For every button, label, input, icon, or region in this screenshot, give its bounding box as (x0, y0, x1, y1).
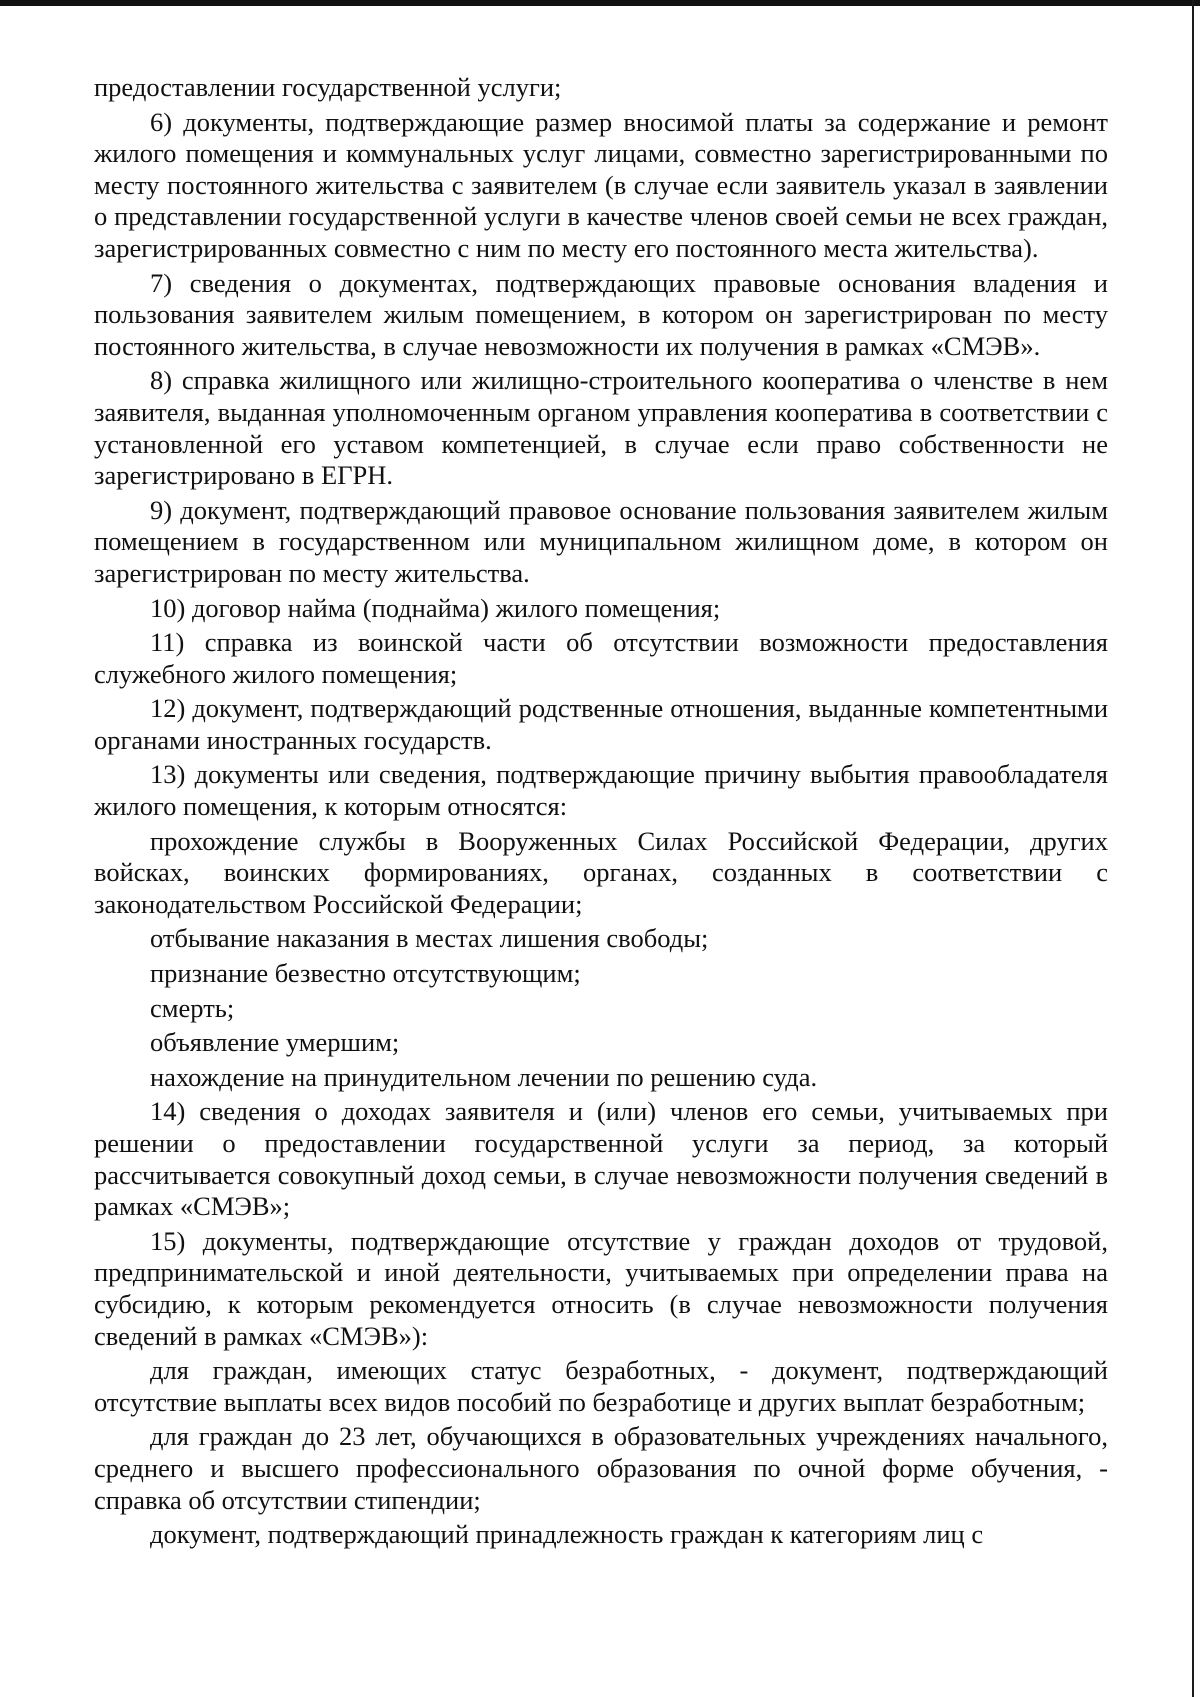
paragraph-subitem-unemployed: для граждан, имеющих статус безработных, - документ, подтверждающий отсутствие выплаты всех видов пособий по безработице и других выплат безработным; (94, 1355, 1108, 1417)
paragraph-item-13: 13) документы или сведения, подтверждающие причину выбытия правообладателя жилого помещения, к которым относятся: (94, 759, 1108, 822)
paragraph-item-14: 14) сведения о доходах заявителя и (или) членов его семьи, учитываемых при решении о предоставлении государственной услуги за период, за который рассчитывается совокупный доход семьи, в случае невозможности получения сведений в рамках «СМЭВ»; (94, 1096, 1108, 1222)
document-body (94, 72, 1108, 1551)
paragraph-subitem-students: для граждан до 23 лет, обучающихся в образовательных учреждениях начального, среднего и высшего профессионального образования по очной форме обучения, - справка об отсутствии стипендии; (94, 1421, 1108, 1515)
paragraph-item-10: 10) договор найма (поднайма) жилого помещения; (150, 592, 721, 623)
paragraph-subitem-death: смерть; (150, 992, 235, 1023)
paragraph-continuation: предоставлении государственной услуги; (94, 72, 562, 102)
paragraph-item-6: 6) документы, подтверждающие размер вносимой платы за содержание и ремонт жилого помещения и коммунальных услуг лицами, совместно зарегистрированными по месту постоянного жительства с заявителем (в случае если заявитель указал в заявлении о представлении государственной услуги в качестве членов своей семьи не всех граждан, зарегистрированных совместно с ним по месту его постоянного места жительства). (94, 106, 1108, 263)
paragraph-subitem-imprisonment: отбывание наказания в местах лишения свободы; (150, 923, 709, 954)
paragraph-subitem-category: документ, подтверждающий принадлежность граждан к категориям лиц с (150, 1519, 984, 1550)
paragraph-item-11: 11) справка из воинской части об отсутствии возможности предоставления служебного жилого помещения; (94, 627, 1108, 689)
scan-top-edge (0, 0, 1200, 6)
scan-right-edge (1192, 0, 1194, 1697)
paragraph-item-7: 7) сведения о документах, подтверждающих правовые основания владения и пользования заявителем жилым помещением, в котором он зарегистрирован по месту постоянного жительства, в случае невозможности их получения в рамках «СМЭВ». (94, 267, 1108, 361)
paragraph-item-15: 15) документы, подтверждающие отсутствие у граждан доходов от трудовой, предпринимательской и иной деятельности, учитываемых при определении права на субсидию, к которым рекомендуется относить (в случае невозможности получения сведений в рамках «СМЭВ»): (94, 1225, 1108, 1351)
paragraph-item-9: 9) документ, подтверждающий правовое основание пользования заявителем жилым помещением в государственном или муниципальном жилищном доме, в котором он зарегистрирован по месту жительства. (94, 494, 1108, 588)
paragraph-subitem-declared-dead: объявление умершим; (150, 1027, 400, 1058)
paragraph-subitem-service: прохождение службы в Вооруженных Силах Российской Федерации, других войсках, воинских формированиях, органах, созданных в соответствии с законодательством Российской Федерации; (94, 825, 1108, 919)
paragraph-item-8: 8) справка жилищного или жилищно-строительного кооператива о членстве в нем заявителя, выданная уполномоченным органом управления кооператива в соответствии с установленной его уставом компетенцией, в случае если право собственности не зарегистрировано в ЕГРН. (94, 365, 1108, 491)
paragraph-subitem-missing: признание безвестно отсутствующим; (150, 958, 581, 989)
paragraph-subitem-treatment: нахождение на принудительном лечении по решению суда. (150, 1061, 818, 1092)
paragraph-item-12: 12) документ, подтверждающий родственные отношения, выданные компетентными органами иностранных государств. (94, 693, 1108, 755)
